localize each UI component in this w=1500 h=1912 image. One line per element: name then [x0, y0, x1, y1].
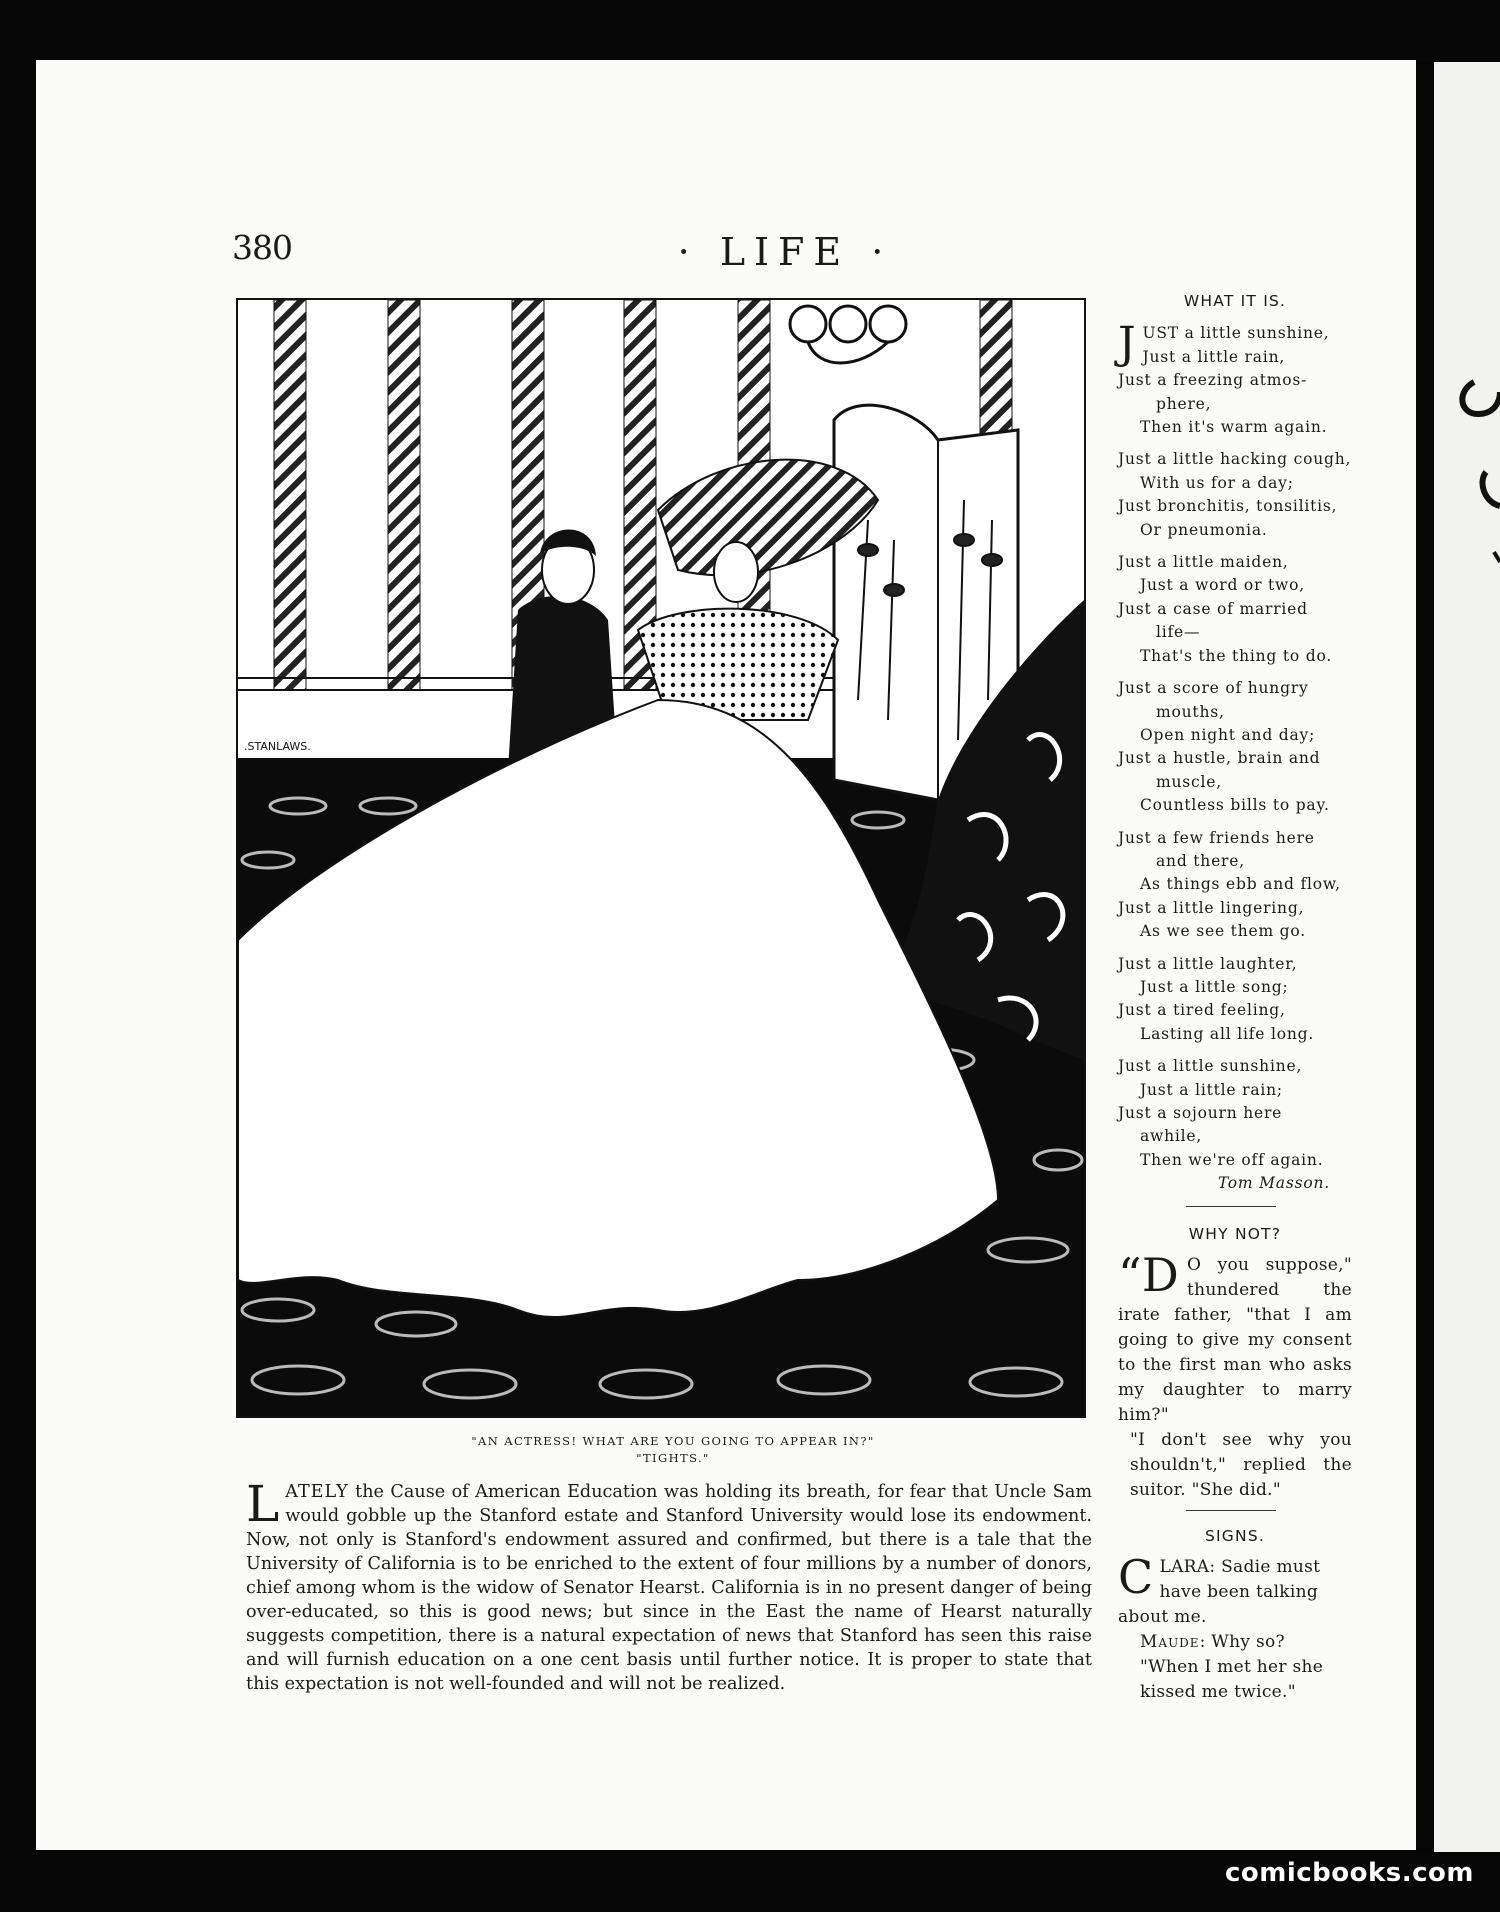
joke-body [1118, 1248, 1352, 1503]
poem-line: That's the thing to do. [1140, 646, 1333, 665]
section-divider [1186, 1510, 1276, 1511]
poem-line: Just a few friends here [1118, 828, 1315, 847]
poem-line: Just a little maiden, [1118, 553, 1289, 572]
dialogue-line-3: "When I met her she kissed me twice." [1140, 1657, 1324, 1702]
drop-letter: D [1141, 1248, 1180, 1302]
poem-author: Tom Masson. [1217, 1174, 1330, 1193]
poem-line: phere, [1156, 394, 1212, 413]
poem-line: With us for a day; [1140, 473, 1294, 492]
joke-signs [1118, 1524, 1352, 1705]
poem-stanza-5 [1118, 827, 1352, 944]
poem-line: and there, [1156, 851, 1245, 870]
poem-line: life— [1156, 623, 1201, 642]
caption-line-2: "TIGHTS." [636, 1451, 710, 1465]
poem-line: Just a little sunshine, [1118, 1057, 1303, 1076]
poem-line: Countless bills to pay. [1140, 796, 1330, 815]
poem-title: WHAT IT IS. [1183, 292, 1287, 310]
poem-line: Just a tired feeling, [1118, 1001, 1286, 1020]
poem-line: Just a score of hungry [1118, 679, 1309, 698]
poem-what-it-is [1118, 290, 1352, 1196]
poem-stanza-6 [1118, 953, 1352, 1047]
poem-line: UST a little sunshine, [1142, 324, 1330, 343]
poem-line: Then it's warm again. [1140, 418, 1328, 437]
poem-line: Just a hustle, brain and [1118, 749, 1321, 768]
joke-drop-cap: C [1118, 1550, 1154, 1604]
poem-line: As things ebb and flow, [1140, 875, 1341, 894]
poem-line: Just a little rain; [1140, 1080, 1283, 1099]
poem-line: Just a freezing atmos- [1118, 371, 1308, 390]
poem-line: Just a little rain, [1142, 347, 1286, 366]
artist-signature: .STANLAWS. [244, 740, 311, 753]
poem-stanza-4 [1118, 677, 1352, 817]
speaker-name: LARA [1159, 1557, 1210, 1577]
cartoon-illustration [236, 298, 1086, 1418]
masthead-title: · LIFE · [677, 230, 893, 274]
caption-line-1: "AN ACTRESS! WHAT ARE YOU GOING TO APPEAR IN?" [471, 1434, 875, 1448]
poem-line: Then we're off again. [1140, 1150, 1324, 1169]
poem-line: Just a little song; [1140, 977, 1289, 996]
joke-title: WHY NOT? [1188, 1225, 1282, 1243]
dialogue-line-2 [1118, 1630, 1352, 1655]
poem-line: Just a word or two, [1140, 576, 1305, 595]
editorial-paragraph [246, 1475, 1092, 1696]
adjacent-page-drawing-fragment [1434, 62, 1500, 1852]
dialogue-line: : Sadie must have been talking about me. [1118, 1557, 1321, 1627]
open-quote: “ [1118, 1248, 1142, 1302]
editorial-text: the Cause of American Education was holding its breath, for fear that Uncle Sam would gobble up the Stanford estate and Stanford University would lose its endowment. Now, not only is Stanford's endowment assured and confirmed, but there is a tale that the University of California is to be enriched to the extent of four millions by a number of donors, chief among whom is the widow of Senator Hearst. California is in no present danger of being over-educated, so this is good news; but since in the East the name of Hearst naturally suggests competition, there is a natural expectation of news that Stanford has seen this raise and will furnish education on a one cent basis until further notice. It is proper to state that this expectation is not well-founded and will not be realized. [246, 1482, 1092, 1694]
editorial-lead-word: ATELY [285, 1482, 349, 1502]
poem-stanza-2 [1118, 448, 1352, 542]
joke-paragraph-1: O you suppose," thundered the irate father, "that I am going to give my consent to the first man who asks my daughter to marry him?" [1118, 1255, 1352, 1425]
cartoon-drawing [238, 300, 1084, 1416]
poem-line: Just bronchitis, tonsilitis, [1118, 497, 1338, 516]
poem-stanza-3 [1118, 551, 1352, 668]
poem-line: mouths, [1156, 702, 1225, 721]
joke-why-not [1118, 1222, 1352, 1503]
poem-line: Just a case of married [1118, 599, 1308, 618]
adjacent-page-edge [1434, 62, 1500, 1852]
poem-line: As we see them go. [1140, 922, 1306, 941]
cartoon-caption [236, 1433, 1082, 1467]
poem-drop-cap: J [1118, 318, 1137, 370]
joke-paragraph-2: "I don't see why you shouldn't," replied the suitor. "She did." [1130, 1430, 1352, 1500]
poem-stanza-7 [1118, 1055, 1352, 1195]
speaker-name: Maude [1140, 1632, 1200, 1652]
poem-line: awhile, [1140, 1127, 1203, 1146]
poem-line: muscle, [1156, 772, 1222, 791]
page-number: 380 [232, 228, 292, 267]
poem-line: Just a sojourn here [1118, 1104, 1283, 1122]
section-divider [1186, 1206, 1276, 1207]
drop-cap: L [246, 1475, 280, 1533]
poem-line: Just a little laughter, [1118, 954, 1298, 973]
poem-line: Just a little lingering, [1118, 898, 1305, 917]
poem-line: Just a little hacking cough, [1118, 450, 1352, 469]
poem-line: Open night and day; [1140, 725, 1316, 744]
joke-drop-cap [1118, 1248, 1180, 1302]
page-gutter [1416, 62, 1434, 1852]
poem-line: Lasting all life long. [1140, 1024, 1315, 1043]
joke-body [1118, 1550, 1352, 1705]
source-watermark: comicbooks.com [1224, 1858, 1474, 1888]
dialogue-line: : Why so? [1199, 1632, 1285, 1652]
poem-line: Or pneumonia. [1140, 520, 1268, 539]
joke-title: SIGNS. [1205, 1527, 1265, 1545]
poem-stanza-1 [1118, 318, 1352, 439]
